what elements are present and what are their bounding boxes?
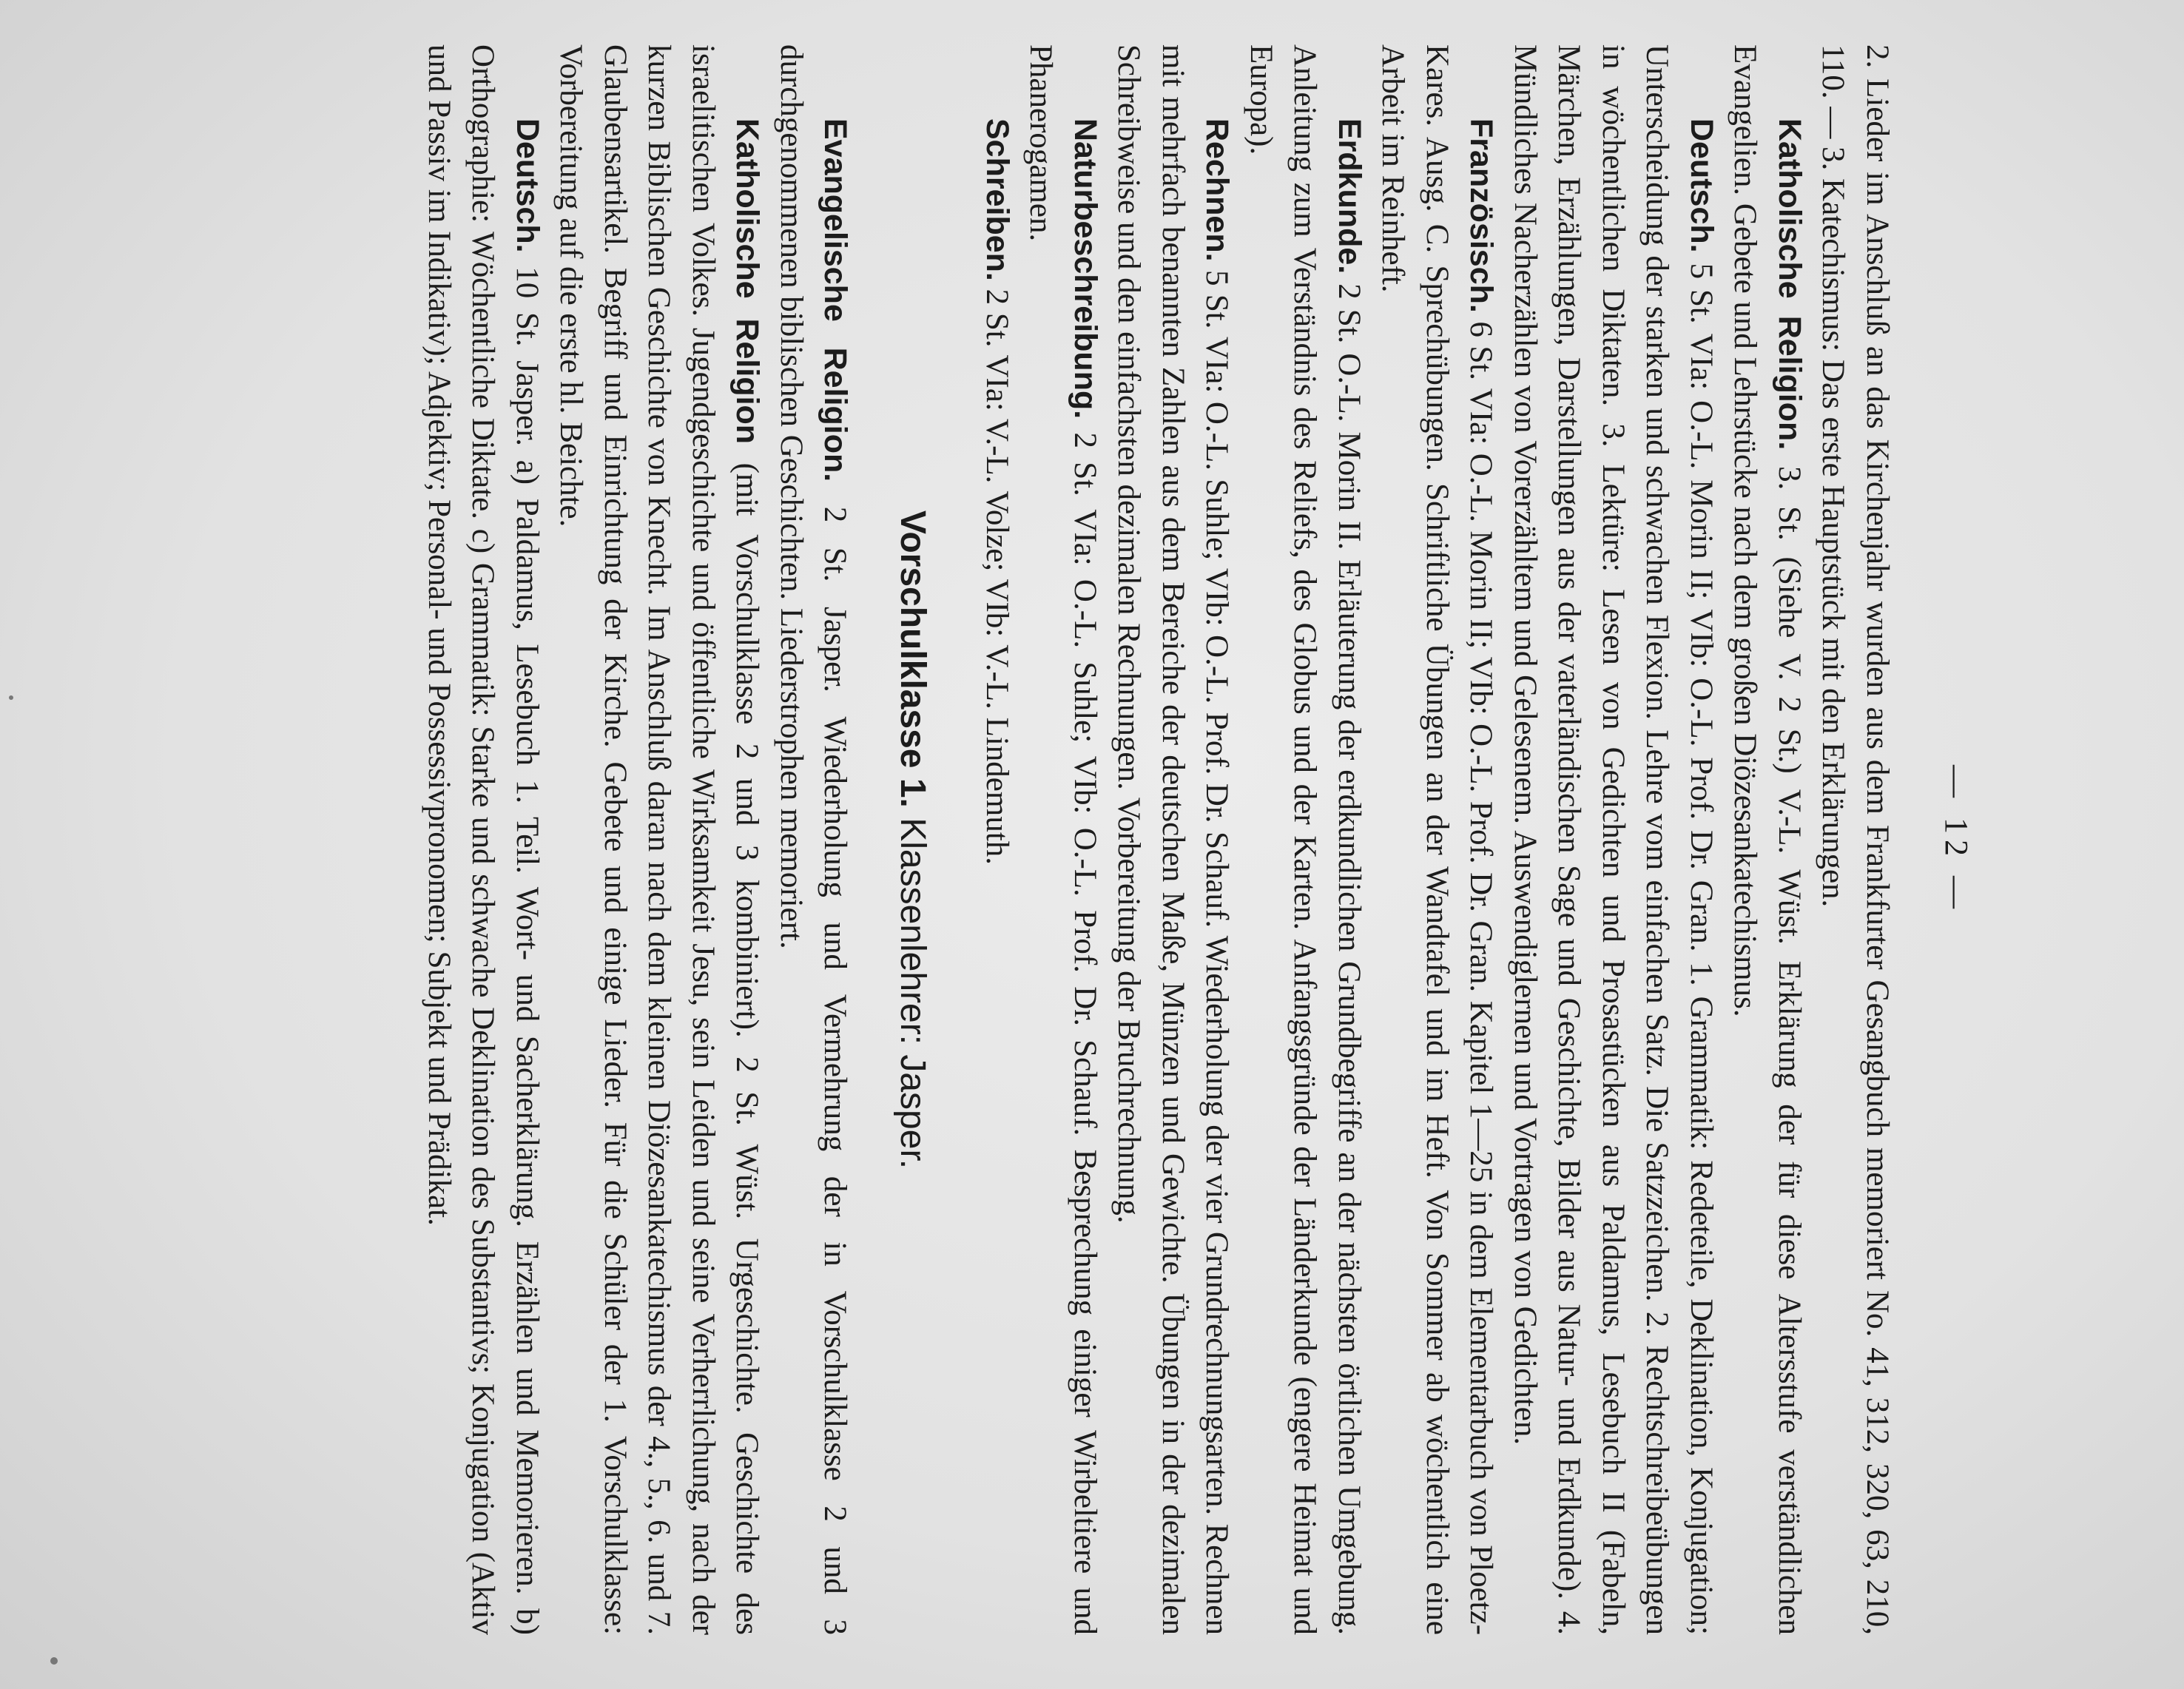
subject-body: 2 St. O.-L. Morin II. Erläuterung der erdkundlichen Grundbegriffe an der nächsten örtlichen Umgebung. Anleitung zum Verständnis des Reliefs, des Globus und der Karten. Anfangsgründe der Länderkunde (engere Heimat und Europa). [1244, 44, 1366, 1635]
page-number: — 12 — [1938, 765, 1975, 914]
subject-body: 10 St. Jasper. a) Paldamus, Lesebuch 1. Teil. Wort- und Sacherklärung. Erzählen und Memorieren. b) Orthographie: Wöchentliche Diktate. c) Grammatik: Starke und schwache Deklination des Substantivs; Konjugation (Aktiv und Passiv im Indikativ); Adjektiv; Personal- und Possessivpronomen; Subjekt und Prädikat. [422, 44, 545, 1636]
subject-body: 6 St. VIa: O.-L. Morin II; VIb: O.-L. Prof. Dr. Gran. Kapitel 1—25 in dem Elementarbuch von Ploetz-Kares. Ausg. C. Sprechübungen. Schriftliche Übungen an der Wandtafel und im Heft. Von Sommer ab wöchentlich eine Arbeit im Reinheft. [1375, 44, 1499, 1636]
paragraph-naturbeschreibung [1019, 44, 1107, 1635]
paragraph-franzoesisch [1371, 44, 1503, 1635]
subject-heading: Französisch. [1463, 118, 1500, 313]
paragraph-katholische-religion [1723, 44, 1811, 1635]
subject-heading: Schreiben. [980, 118, 1015, 281]
subject-heading: Deutsch. [510, 118, 545, 253]
subject-heading: Katholische Religion. [1772, 118, 1807, 451]
paragraph-deutsch-vorschule [417, 44, 550, 1635]
subject-heading: Naturbeschreibung. [1068, 118, 1103, 419]
subject-body: (mit Vorschulklasse 2 und 3 kombiniert). 2 St. Wüst. Urgeschichte. Geschichte des israelitischen Volkes. Jugendgeschichte und öffentliche Wirksamkeit Jesu, sein Leiden und seine Verherrlichung, nach der kurzen Biblischen Geschichte von Knecht. Im Anschluß daran nach dem kleinen Diözesankatechismus der 4., 5., 6. und 7. Glaubensartikel. Begriff und Einrichtung der Kirche. Gebete und einige Lieder. Für die Schüler der 1. Vorschulklasse: Vorbereitung auf die erste hl. Beichte. [553, 44, 765, 1636]
subject-body: 3. St. (Siehe V. 2 St.) V.-L. Wüst. Erklärung der für diese Altersstufe verständlichen Evangelien. Gebete und Lehrstücke nach dem großen Diözesankatechismus. [1728, 44, 1807, 1635]
paragraph-rechnen [1107, 44, 1239, 1635]
subject-body: 2 St. VIa: V.-L. Volze; VIb: V.-L. Lindemuth. [980, 289, 1014, 866]
subject-heading: Erdkunde. [1332, 118, 1367, 274]
section-heading-teacher: Klassenlehrer: Jasper. [893, 817, 933, 1170]
paragraph-deutsch [1503, 44, 1724, 1635]
subject-heading: Katholische Religion [729, 118, 766, 445]
paragraph-lieder: 2. Lieder im Anschluß an das Kirchenjahr wurden aus dem Frankfurter Gesangbuch memoriert No. 41, 312, 320, 63, 210, 110. — 3. Katechismus: Das erste Hauptstück mit den Erklärungen. [1816, 44, 1895, 1635]
subject-body: 2 St. VIa: O.-L. Suhle; VIb: O.-L. Prof. Dr. Schauf. Besprechung einiger Wirbeltiere und Phanerogamen. [1023, 44, 1102, 1636]
dust-speck [50, 1657, 58, 1665]
paragraph-schreiben [975, 44, 1019, 1635]
section-heading [893, 44, 934, 1635]
subject-heading: Evangelische Religion. [818, 118, 854, 482]
paragraph-erdkunde [1239, 44, 1372, 1635]
rotated-document-page [141, 44, 1975, 1635]
subject-body: 5 St. VIa: O.-L. Morin II; VIb: O.-L. Prof. Dr. Gran. 1. Grammatik: Redeteile, Deklination, Konjugation; Unterscheidung der starken und schwachen Flexion. Lehre vom einfachen Satz. Die Satzzeichen. 2. Rechtschreibeübungen in wöchentlichen Diktaten. 3. Lektüre: Lesen von Gedichten und Prosastücken aus Paldamus, Lesebuch II (Fabeln, Märchen, Erzählungen, Darstellungen aus der vaterländischen Sage und Geschichte, Bilder aus Natur- und Erdkunde). 4. Mündliches Nacherzählen von Vorerzähltem und Gelesenem. Auswendiglernen und Vortragen von Gedichten. [1508, 44, 1719, 1636]
dust-speck [9, 695, 13, 700]
subject-heading: Deutsch. [1684, 118, 1719, 253]
subject-heading: Rechnen. [1199, 118, 1236, 262]
subject-body: 5 St. VIa: O.-L. Suhle; VIb: O.-L. Prof. Dr. Schauf. Wiederholung der vier Grundrechnungsarten. Rechnen mit mehrfach benannten Zahlen aus dem Bereiche der deutschen Maße, Münzen und Gewichte. Übungen in der dezimalen Schreibweise und den einfachsten dezimalen Rechnungen. Vorbereitung der Bruchrechnung. [1111, 44, 1235, 1636]
paragraph-evangelische-religion [769, 44, 857, 1635]
paragraph-katholische-religion-vorschule [549, 44, 769, 1635]
subject-body: 2 St. Jasper. Wiederholung und Vermehrung der in Vorschulklasse 2 und 3 durchgenommenen biblischen Geschichten. Liederstrophen memoriert. [774, 44, 853, 1635]
section-heading-title: Vorschulklasse 1. [893, 510, 933, 808]
